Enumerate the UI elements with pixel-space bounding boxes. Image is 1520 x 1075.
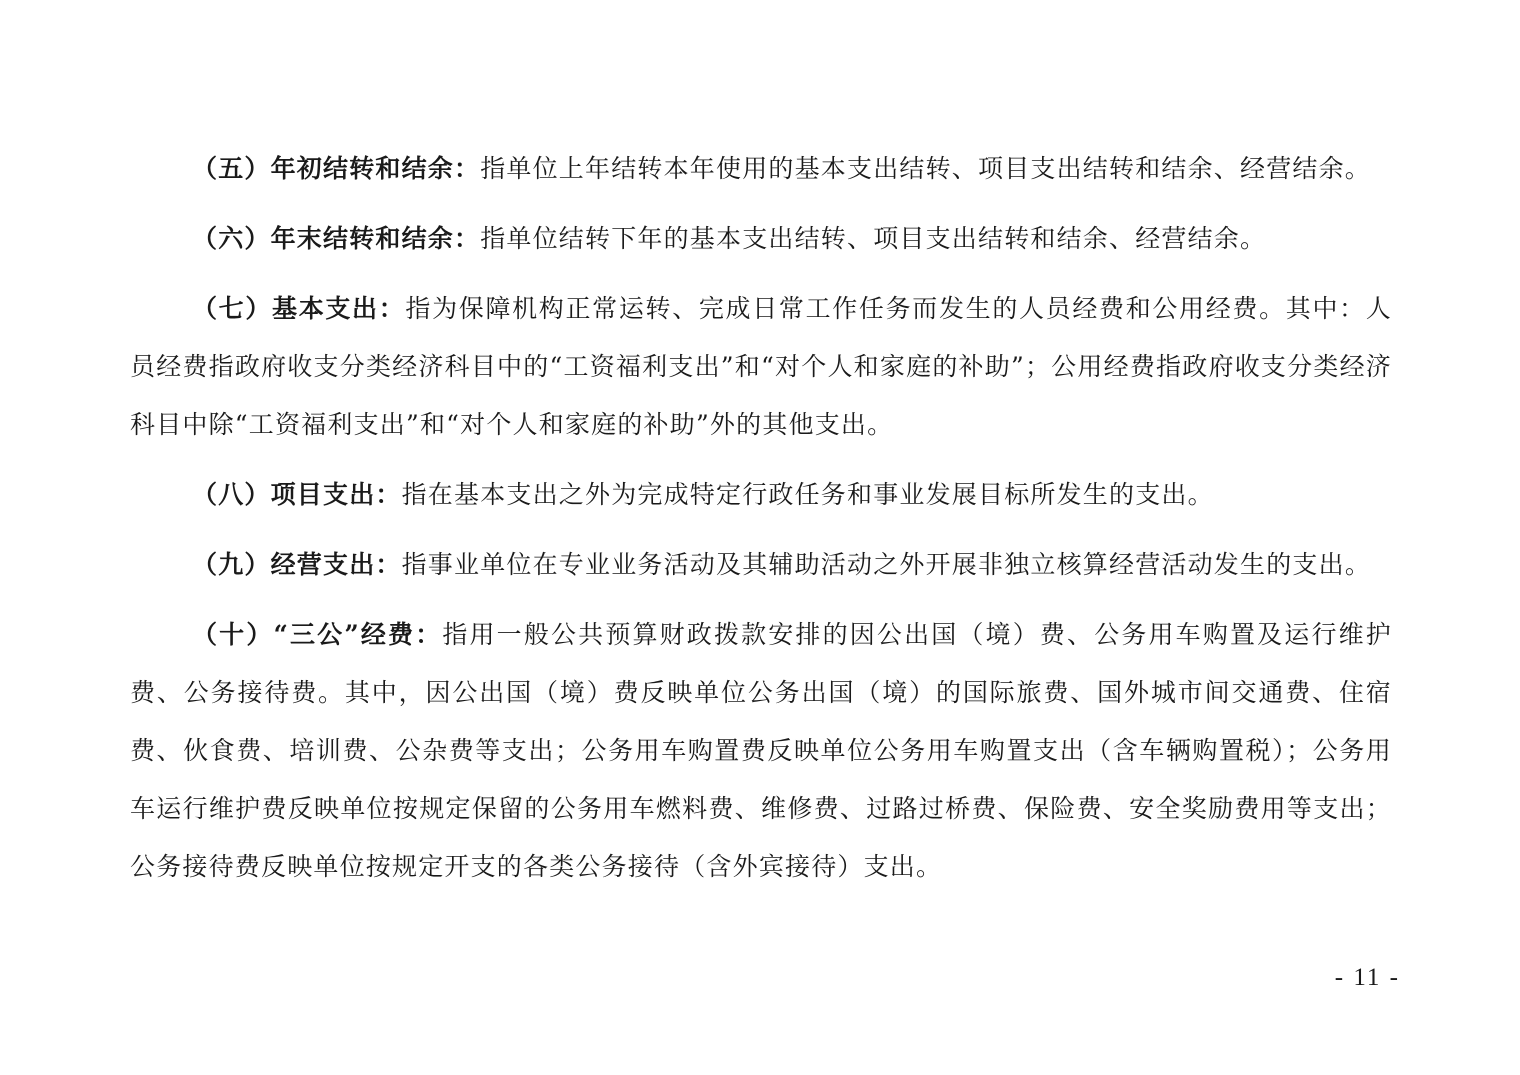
paragraph-three-public-expenses [130,606,1392,896]
term-heading: （十）“三公”经费： [192,620,443,649]
term-definition: 指单位上年结转本年使用的基本支出结转、项目支出结转和结余、经营结余。 [480,154,1372,183]
term-definition: 指单位结转下年的基本支出结转、项目支出结转和结余、经营结余。 [480,224,1267,253]
term-heading: （六）年末结转和结余： [192,224,481,253]
paragraph-operating-expenditure [130,536,1392,594]
paragraph-basic-expenditure [130,280,1392,454]
document-body [130,140,1392,908]
term-heading: （七）基本支出： [192,294,406,323]
term-definition: 指为保障机构正常运转、完成日常工作任务而发生的人员经费和公用经费。其中：人员经费指政府收支分类经济科目中的“工资福利支出”和“对个人和家庭的补助”；公用经费指政府收支分类经济科目中除“工资福利支出”和“对个人和家庭的补助”外的其他支出。 [130,294,1392,439]
term-heading: （五）年初结转和结余： [192,154,481,183]
paragraph-project-expenditure [130,466,1392,524]
term-heading: （九）经营支出： [192,550,402,579]
term-heading: （八）项目支出： [192,480,402,509]
term-definition: 指在基本支出之外为完成特定行政任务和事业发展目标所发生的支出。 [401,480,1214,509]
term-definition: 指事业单位在专业业务活动及其辅助活动之外开展非独立核算经营活动发生的支出。 [401,550,1372,579]
term-definition: 指用一般公共预算财政拨款安排的因公出国（境）费、公务用车购置及运行维护费、公务接待费。其中，因公出国（境）费反映单位公务出国（境）的国际旅费、国外城市间交通费、住宿费、伙食费、培训费、公杂费等支出；公务用车购置费反映单位公务用车购置支出（含车辆购置税）；公务用车运行维护费反映单位按规定保留的公务用车燃料费、维修费、过路过桥费、保险费、安全奖励费用等支出；公务接待费反映单位按规定开支的各类公务接待（含外宾接待）支出。 [130,620,1392,881]
page-number: - 11 - [1334,964,1400,991]
paragraph-year-start-carryover [130,140,1392,198]
paragraph-year-end-carryover [130,210,1392,268]
